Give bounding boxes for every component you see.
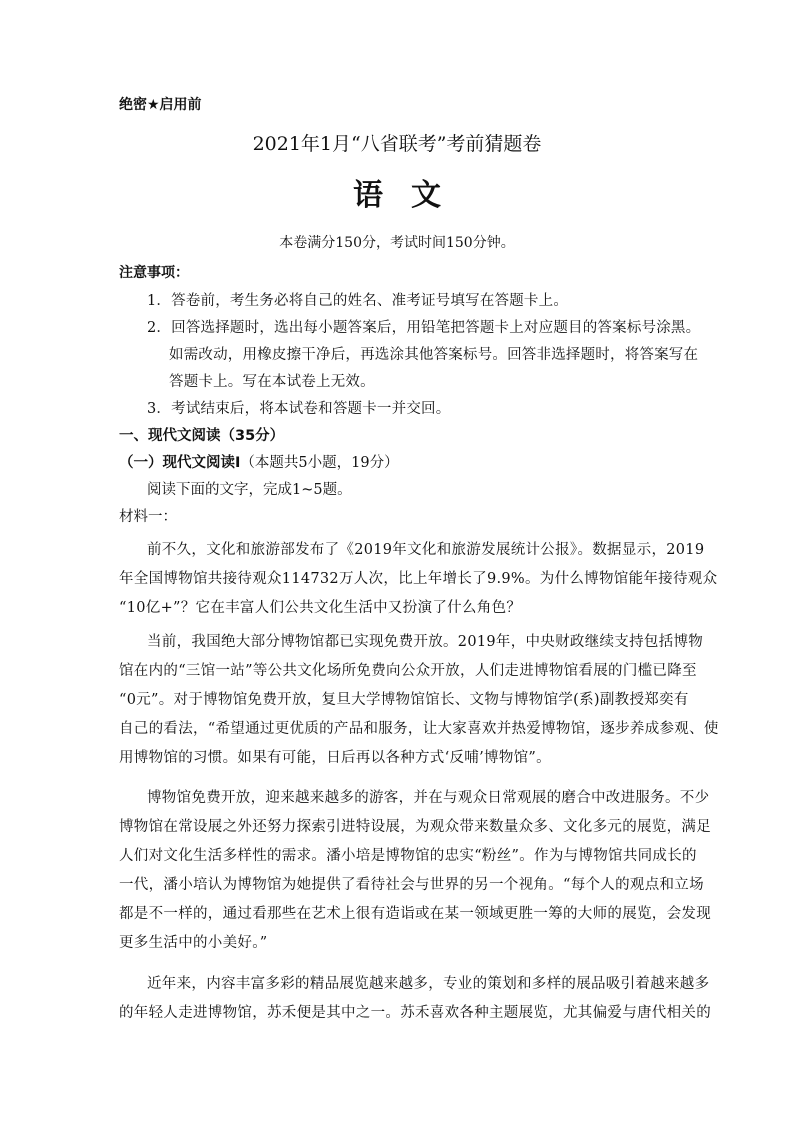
passage-line: 近年来，内容丰富多彩的精品展览越来越多，专业的策划和多样的展品吸引着越来越多 (147, 976, 710, 992)
passage-line: 馆在内的“三馆一站”等公共文化场所免费向公众开放，人们走进博物馆看展的门槛已降至 (119, 663, 697, 679)
subject-title: 语文 (353, 178, 469, 213)
notice-item: 1．答卷前，考生务必将自己的姓名、准考证号填写在答题卡上。 (147, 293, 569, 309)
notice-item-continued: 答题卡上。写在本试卷上无效。 (169, 374, 375, 390)
passage-line: 用博物馆的习惯。如果有可能，日后再以各种方式‘反哺’博物馆”。 (119, 750, 551, 766)
passage-line: 更多生活中的小美好。” (119, 935, 268, 951)
material-label: 材料一： (119, 509, 177, 525)
passage-line: 一代，潘小培认为博物馆为她提供了看待社会与世界的另一个视角。“每个人的观点和立场 (119, 877, 704, 893)
notice-heading: 注意事项： (119, 265, 189, 281)
passage-line: 都是不一样的，通过看那些在艺术上很有造诣或在某一领域更胜一筹的大师的展览，会发现 (119, 906, 711, 922)
section-heading: 一、现代文阅读（35分） (119, 428, 285, 444)
instruction-text: 阅读下面的文字，完成1~5题。 (147, 482, 352, 498)
subsection-heading (119, 451, 399, 472)
passage-line: 人们对文化生活多样性的需求。潘小培是博物馆的忠实“粉丝”。作为与博物馆共同成长的 (119, 848, 697, 864)
notice-item-continued: 如需改动，用橡皮擦干净后，再选涂其他答案标号。回答非选择题时，将答案写在 (169, 347, 699, 363)
notice-item: 3．考试结束后，将本试卷和答题卡一并交回。 (147, 401, 451, 417)
passage-line: 的年轻人走进博物馆，苏禾便是其中之一。苏禾喜欢各种主题展览，尤其偏爱与唐代相关的 (119, 1005, 711, 1021)
secret-label: 绝密★启用前 (119, 97, 202, 113)
exam-title: 2021年1月“八省联考”考前猜题卷 (252, 133, 542, 155)
passage-line: 当前，我国绝大部分博物馆都已实现免费开放。2019年，中央财政继续支持包括博物 (147, 634, 704, 650)
passage-line: 前不久，文化和旅游部发布了《2019年文化和旅游发展统计公报》。数据显示，2019 (147, 542, 705, 558)
notice-item: 2．回答选择题时，选出每小题答案后，用铅笔把答题卡上对应题目的答案标号涂黑。 (147, 320, 701, 336)
passage-line: 自己的看法，“希望通过更优质的产品和服务，让大家喜欢并热爱博物馆，逐步养成参观、使 (119, 721, 719, 737)
passage-line: “0元”。对于博物馆免费开放，复旦大学博物馆馆长、文物与博物馆学(系)副教授郑奕有 (119, 692, 689, 708)
exam-meta: 本卷满分150分，考试时间150分钟。 (279, 235, 515, 251)
subsection-heading-detail: （本题共5小题，19分） (240, 455, 399, 471)
subsection-heading-bold: （一）现代文阅读Ⅰ (119, 455, 241, 471)
passage-line: 博物馆免费开放，迎来越来越多的游客，并在与观众日常观展的磨合中改进服务。不少 (147, 790, 710, 806)
passage-line: 年全国博物馆共接待观众114732万人次，比上年增长了9.9%。为什么博物馆能年接待观众 (119, 571, 718, 587)
passage-line: “10亿+”？它在丰富人们公共文化生活中又扮演了什么角色？ (119, 600, 522, 616)
passage-line: 博物馆在常设展之外还努力探索引进特设展，为观众带来数量众多、文化多元的展览，满足 (119, 819, 711, 835)
